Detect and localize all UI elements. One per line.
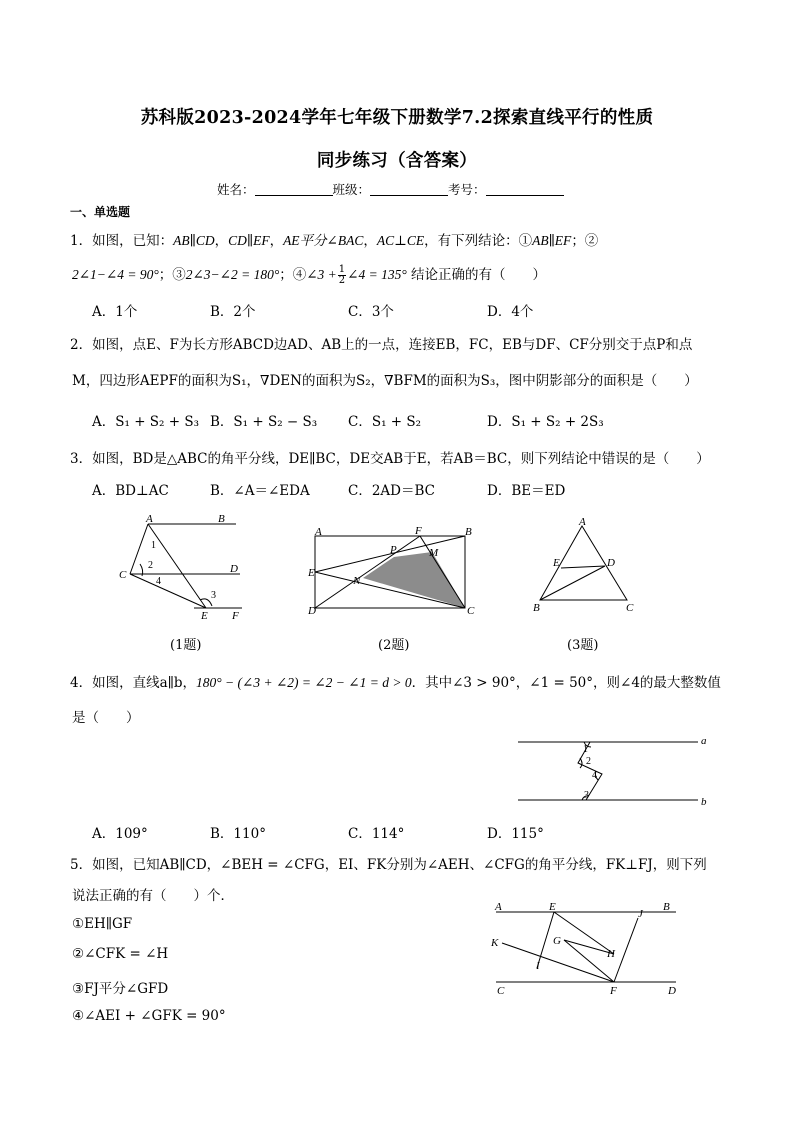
angle-label-3: 3 xyxy=(584,790,589,801)
q2-option-c[interactable]: C．S₁ + S₂ xyxy=(348,414,422,430)
figure-3 xyxy=(528,516,638,616)
q1-stem-a: 如图，已知： xyxy=(92,233,174,249)
figure-caption-3: (3题) xyxy=(567,638,599,653)
label-f: F xyxy=(415,526,422,537)
zigzag-line xyxy=(578,742,602,800)
figure-caption-1: (1题) xyxy=(170,638,202,653)
q1-number: 1． xyxy=(70,233,93,249)
angle-label-2: 2 xyxy=(586,756,591,767)
page-subtitle: 同步练习（含答案） xyxy=(316,151,478,171)
q2-text1: 如图，点E、F为长方形ABCD边AD、AB上的一点，连接EB，FC，EB与DF、CF分别交于点P和点 xyxy=(92,337,693,353)
fraction-denominator: 2 xyxy=(338,275,346,286)
label-c: C xyxy=(119,569,127,581)
label-p: P xyxy=(390,544,397,556)
label-c: C xyxy=(467,605,475,616)
angle-label-4: 4 xyxy=(156,576,161,587)
q2-option-a[interactable]: A．S₁ + S₂ + S₃ xyxy=(92,414,200,430)
label-e: E xyxy=(201,610,208,622)
section-heading: 一、单选题 xyxy=(70,205,131,219)
q5-statement-3: ③FJ平分∠GFD xyxy=(72,981,169,997)
label-d: D xyxy=(668,985,676,997)
angle-label-4: 4 xyxy=(592,770,597,781)
label-b: b xyxy=(701,796,707,808)
label-b: B xyxy=(218,513,225,525)
q4-option-d[interactable]: D．115° xyxy=(487,826,544,842)
q3-line1 xyxy=(70,447,710,467)
q4-line2: 是（ ） xyxy=(72,710,140,726)
q4-option-b[interactable]: B．110° xyxy=(210,826,266,842)
class-blank xyxy=(370,182,448,196)
label-k: K xyxy=(491,937,499,949)
q3-option-a[interactable]: A．BD⊥AC xyxy=(92,483,169,499)
q5-line1 xyxy=(70,853,707,873)
line-de xyxy=(561,566,605,568)
label-e: E xyxy=(308,567,315,579)
q1-stem-e: ；④ xyxy=(279,267,307,283)
angle-label-1: 1 xyxy=(583,744,588,755)
q1-result4a: ∠3 + xyxy=(306,267,337,282)
q2-option-d[interactable]: D．S₁ + S₂ + 2S₃ xyxy=(487,414,604,430)
label-j: J xyxy=(638,908,643,920)
name-blank xyxy=(255,182,333,196)
label-m: M xyxy=(429,547,439,559)
label-a: A xyxy=(495,901,502,913)
q1-sep: ， xyxy=(269,233,284,249)
q5-statement-2: ②∠CFK = ∠H xyxy=(72,946,169,962)
label-b: B xyxy=(465,526,472,538)
q4-formula: 180° − (∠3 + ∠2) = ∠2 − ∠1 = d > 0 xyxy=(196,675,412,690)
q1-line1 xyxy=(70,229,598,249)
q3-stem: 如图，BD是△ABC的角平分线，DE∥BC，DE交AB于E，若AB＝BC，则下列结论中错误的是（ ） xyxy=(92,451,710,467)
label-d: D xyxy=(607,557,615,569)
q1-stem-f: 结论正确的有（ ） xyxy=(411,267,547,283)
q1-cond4: AC⊥CE xyxy=(376,233,425,248)
q2-line1 xyxy=(70,333,692,353)
angle-label-1: 1 xyxy=(151,540,156,551)
q1-cond1: AB∥CD xyxy=(173,233,215,248)
name-label: 姓名： xyxy=(217,182,255,197)
label-b: B xyxy=(663,901,670,913)
label-f: F xyxy=(610,985,617,997)
figure-2 xyxy=(305,526,485,616)
q1-option-c[interactable]: C．3个 xyxy=(348,304,394,320)
q3-number: 3． xyxy=(70,451,93,467)
label-h: H xyxy=(607,948,615,960)
label-n: N xyxy=(353,575,361,587)
label-d: D xyxy=(230,563,238,575)
q4-option-c[interactable]: C．114° xyxy=(348,826,405,842)
q2-line2: M，四边形AEPF的面积为S₁，∇DEN的面积为S₂，∇BFM的面积为S₃，图中阴影部分的面积是（ ） xyxy=(72,373,698,389)
student-info-row xyxy=(217,180,564,198)
q4-number: 4． xyxy=(70,675,93,691)
q1-stem-c: ；② xyxy=(571,233,599,249)
q3-option-d[interactable]: D．BE＝ED xyxy=(487,483,566,499)
q2-option-b[interactable]: B．S₁ + S₂ − S₃ xyxy=(210,414,318,430)
q1-result3: 2∠3−∠2 = 180° xyxy=(185,267,280,282)
q1-stem-b: ，有下列结论：① xyxy=(424,233,533,249)
q1-result4b: ∠4 = 135° xyxy=(347,267,407,282)
q5-line2: 说法正确的有（ ）个． xyxy=(72,888,234,904)
label-a: A xyxy=(579,516,586,528)
label-e: E xyxy=(549,901,556,913)
q1-sep: ， xyxy=(363,233,377,249)
label-i: I xyxy=(536,960,540,972)
q1-option-a[interactable]: A．1个 xyxy=(92,304,138,320)
q1-line2 xyxy=(72,263,546,286)
page-title: 苏科版2023-2024学年七年级下册数学7.2探索直线平行的性质 xyxy=(140,108,654,128)
q5-statement-4: ④∠AEI + ∠GFK = 90° xyxy=(72,1008,226,1024)
label-a: A xyxy=(146,513,153,525)
line-fj xyxy=(614,918,638,982)
label-g: G xyxy=(553,935,561,947)
figure-4 xyxy=(512,730,712,810)
angle-label-2: 2 xyxy=(148,560,153,571)
q3-option-c[interactable]: C．2AD＝BC xyxy=(348,483,435,499)
q1-stem-d: ；③ xyxy=(158,267,186,283)
label-c: C xyxy=(497,985,505,997)
q1-fraction xyxy=(338,265,346,286)
q1-result2: 2∠1−∠4 = 90° xyxy=(72,267,159,282)
q1-option-b[interactable]: B．2个 xyxy=(210,304,256,320)
exam-blank xyxy=(486,182,564,196)
q5-text1: 如图，已知AB∥CD，∠BEH = ∠CFG，EI、FK分别为∠AEH、∠CFG的角平分线，FK⊥FJ，则下列 xyxy=(92,857,707,873)
label-e: E xyxy=(553,557,560,569)
angle-label-3: 3 xyxy=(211,590,216,601)
q1-option-d[interactable]: D．4个 xyxy=(487,304,534,320)
label-c: C xyxy=(626,602,634,614)
q1-cond2: CD∥EF xyxy=(228,233,270,248)
label-b: B xyxy=(533,602,540,614)
line-eh xyxy=(554,912,614,954)
exam-label: 考号： xyxy=(448,182,486,197)
q3-option-b[interactable]: B．∠A＝∠EDA xyxy=(210,483,310,499)
line-ac xyxy=(130,524,148,574)
q4-stem-a: 如图，直线a∥b， xyxy=(92,675,197,691)
q2-number: 2． xyxy=(70,337,93,353)
q4-stem-b: ．其中∠3 > 90°，∠1 = 50°，则∠4的最大整数值 xyxy=(411,675,721,691)
figure-caption-2: (2题) xyxy=(378,638,410,653)
figure-5 xyxy=(486,896,686,1002)
q5-number: 5． xyxy=(70,857,93,873)
q5-statement-1: ①EH∥GF xyxy=(72,916,133,932)
label-d: D xyxy=(308,605,316,616)
q1-sep: ， xyxy=(214,233,229,249)
q4-option-a[interactable]: A．109° xyxy=(92,826,148,842)
label-a: A xyxy=(315,526,322,538)
shaded-region xyxy=(363,552,465,608)
figure-1 xyxy=(108,512,248,622)
line-gf xyxy=(564,940,614,982)
class-label: 班级： xyxy=(332,182,371,197)
label-f: F xyxy=(232,610,239,622)
fraction-numerator: 1 xyxy=(338,264,346,275)
label-a: a xyxy=(701,735,707,747)
q1-result1: AB∥EF xyxy=(532,233,572,248)
q4-line1 xyxy=(70,671,721,691)
q1-cond3: AE平分∠BAC xyxy=(283,233,364,248)
